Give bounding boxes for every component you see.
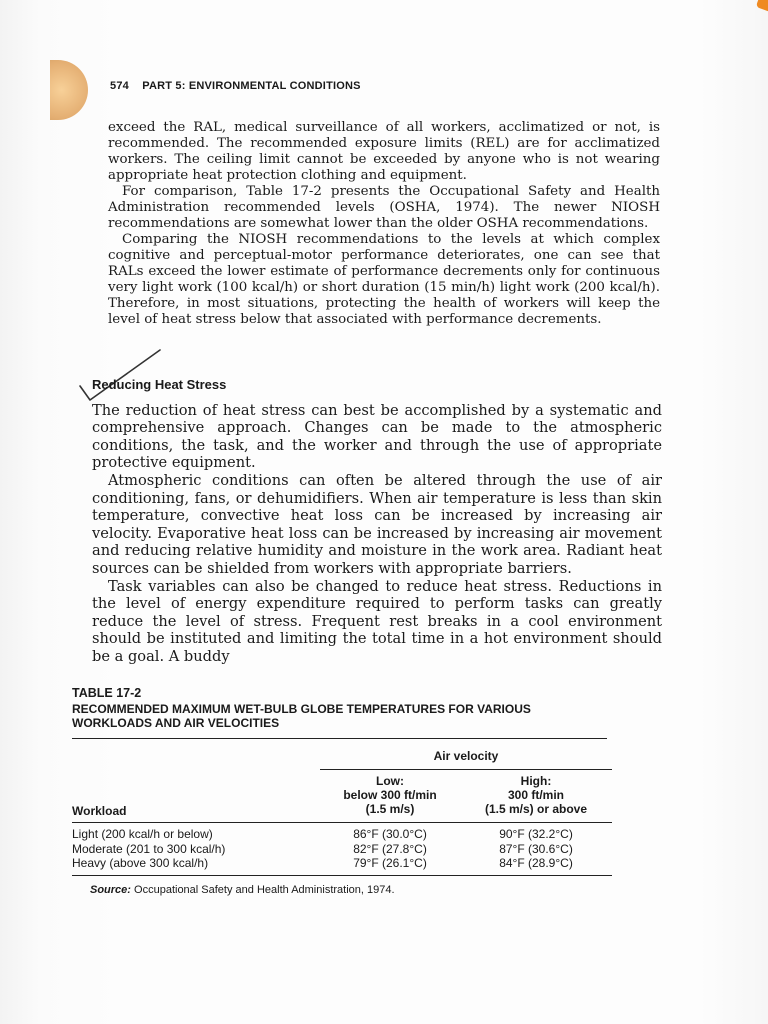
table-17-2 <box>72 686 612 896</box>
section-paragraph: Atmospheric conditions can often be altered through the use of air conditioning, fans, or dehumidifiers. When air temperature is less than skin temperature, convective heat loss can be increased by increasing air velocity. Evaporative heat loss can be increased by increasing air movement and reducing relative humidity and moisture in the work area. Radiant heat sources can be shielded from workers with appropriate barriers. <box>92 471 662 577</box>
table-cell: 82°F (27.8°C) <box>353 841 427 856</box>
table-cell: Moderate (201 to 300 kcal/h) <box>72 841 226 856</box>
table-cell: 86°F (30.0°C) <box>353 827 427 841</box>
table-cell: 87°F (30.6°C) <box>499 841 573 856</box>
source-label: Source: <box>90 883 131 896</box>
table-cell: Heavy (above 300 kcal/h) <box>72 856 209 870</box>
section-heading: Reducing Heat Stress <box>92 377 227 392</box>
low-velocity-column <box>320 823 460 876</box>
section-paragraph: Task variables can also be changed to reduce heat stress. Reductions in the level of energy expenditure required to perform tasks can greatly reduce the level of stress. Frequent rest breaks in a cool environment should be instituted and limiting the total time in a hot environment should be a goal. A buddy <box>92 577 662 665</box>
intro-paragraph: exceed the RAL, medical surveillance of all workers, acclimatized or not, is recommended. The recommended exposure limits (REL) are for acclimatized workers. The ceiling limit cannot be exceeded by anyone who is not wearing appropriate heat protection clothing and equipment. <box>108 120 660 183</box>
thumb-shadow <box>50 60 88 120</box>
workload-header: Workload <box>72 770 320 823</box>
corner-tab <box>756 0 768 12</box>
intro-text <box>108 120 660 328</box>
table-number: TABLE 17-2 <box>72 686 142 700</box>
source-text: Occupational Safety and Health Administration, 1974. <box>134 883 395 896</box>
intro-paragraph: For comparison, Table 17-2 presents the Occupational Safety and Health Administration recommended levels (OSHA, 1974). The newer NIOSH recommendations are somewhat lower than the older OSHA recommendations. <box>108 184 660 231</box>
air-velocity-header: Air velocity <box>320 743 612 770</box>
table-top-rule <box>72 738 607 739</box>
table-cell: 90°F (32.2°C) <box>499 827 573 841</box>
table-source <box>72 884 612 896</box>
page-number: 574 <box>110 80 129 92</box>
high-velocity-header: High: 300 ft/min (1.5 m/s) or above <box>460 770 612 823</box>
high-velocity-column <box>460 823 612 876</box>
table-cell: Light (200 kcal/h or below) <box>72 827 213 841</box>
intro-paragraph: Comparing the NIOSH recommendations to the levels at which complex cognitive and perceptual-motor performance deteriorates, one can see that RALs exceed the lower estimate of performance decrements only for continuous very light work (100 kcal/h) or short duration (15 min/h) light work (200 kcal/h). Therefore, in most situations, protecting the health of workers will keep the level of heat stress below that associated with performance decrements. <box>108 232 660 327</box>
workload-column <box>72 823 320 876</box>
reducing-heat-stress-section <box>92 376 662 666</box>
part-title: PART 5: ENVIRONMENTAL CONDITIONS <box>142 80 361 92</box>
table-cell: 84°F (28.9°C) <box>499 856 573 870</box>
table-cell: 79°F (26.1°C) <box>353 856 427 870</box>
table-title: RECOMMENDED MAXIMUM WET-BULB GLOBE TEMPERATURES FOR VARIOUS WORKLOADS AND AIR VELOCITIES <box>72 702 531 730</box>
data-table <box>72 743 612 876</box>
running-head <box>110 80 361 92</box>
low-velocity-header: Low: below 300 ft/min (1.5 m/s) <box>320 770 460 823</box>
section-paragraph: The reduction of heat stress can best be accomplished by a systematic and comprehensive approach. Changes can be made to the atmospheric conditions, the task, and the worker and through the use of appropriate protective equipment. <box>92 401 662 472</box>
